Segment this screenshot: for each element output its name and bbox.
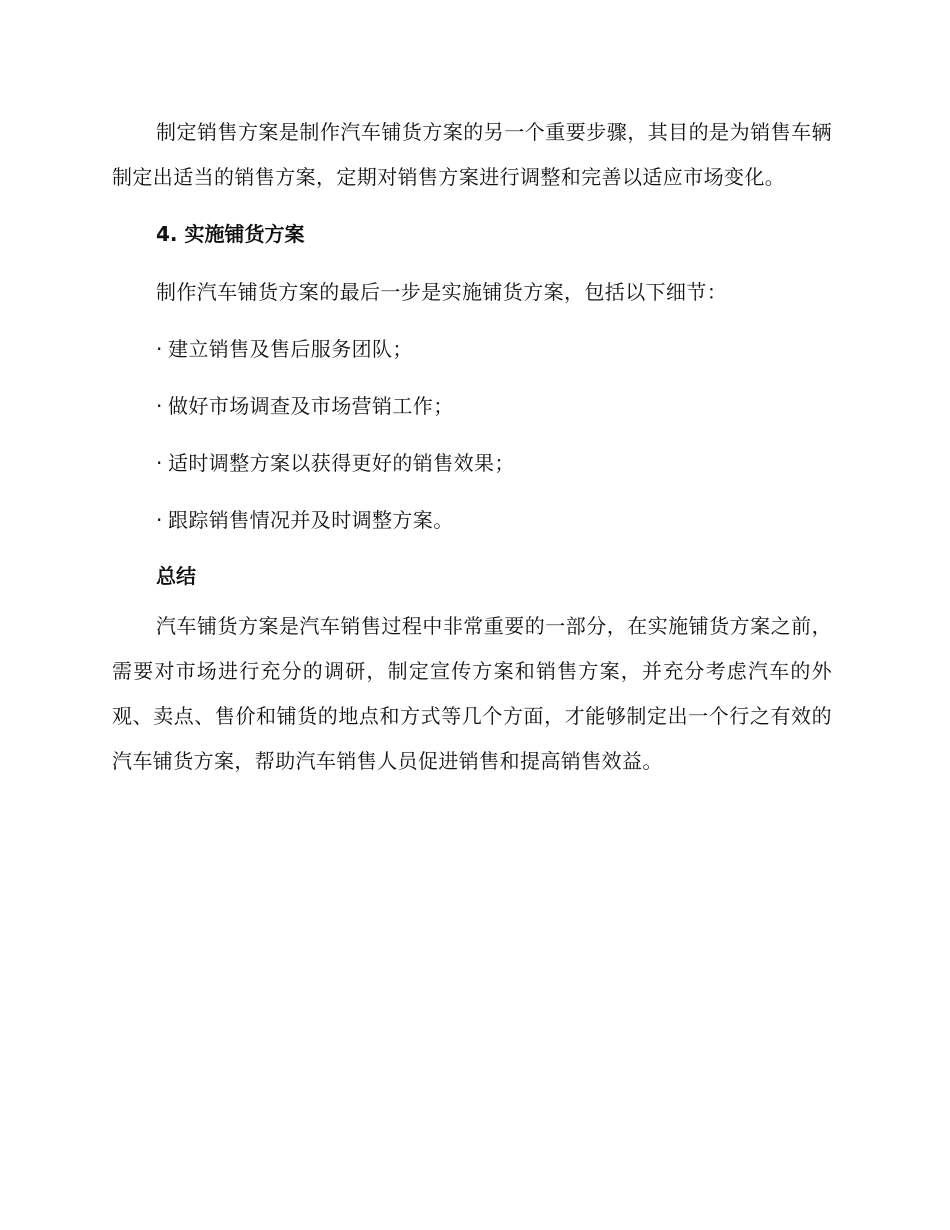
- document-body: [112, 110, 832, 784]
- bullet-dot-icon: ·: [156, 394, 163, 418]
- list-item-text: 建立销售及售后服务团队；: [168, 337, 413, 361]
- list-item: [156, 504, 832, 536]
- list-item: [156, 390, 832, 422]
- sales-plan-paragraph: 制定销售方案是制作汽车铺货方案的另一个重要步骤，其目的是为销售车辆制定出适当的销售方案，定期对销售方案进行调整和完善以适应市场变化。: [112, 120, 832, 189]
- implementation-list: [156, 333, 832, 536]
- list-item: [156, 447, 832, 479]
- list-item-text: 适时调整方案以获得更好的销售效果；: [168, 451, 515, 475]
- bullet-dot-icon: ·: [156, 508, 163, 532]
- summary-paragraph: 汽车铺货方案是汽车销售过程中非常重要的一部分，在实施铺货方案之前，需要对市场进行充分的调研，制定宣传方案和销售方案，并充分考虑汽车的外观、卖点、售价和铺货的地点和方式等几个方面，才能够制定出一个行之有效的汽车铺货方案，帮助汽车销售人员促进销售和提高销售效益。: [112, 614, 832, 773]
- list-item: [156, 333, 832, 365]
- section-4-heading: 4. 实施铺货方案: [156, 222, 305, 246]
- bullet-dot-icon: ·: [156, 451, 163, 475]
- list-item-text: 跟踪销售情况并及时调整方案。: [168, 508, 454, 532]
- bullet-dot-icon: ·: [156, 337, 163, 361]
- summary-heading: 总结: [156, 564, 196, 588]
- list-item-text: 做好市场调查及市场营销工作；: [168, 394, 454, 418]
- section-4-intro: 制作汽车铺货方案的最后一步是实施铺货方案，包括以下细节：: [156, 280, 728, 304]
